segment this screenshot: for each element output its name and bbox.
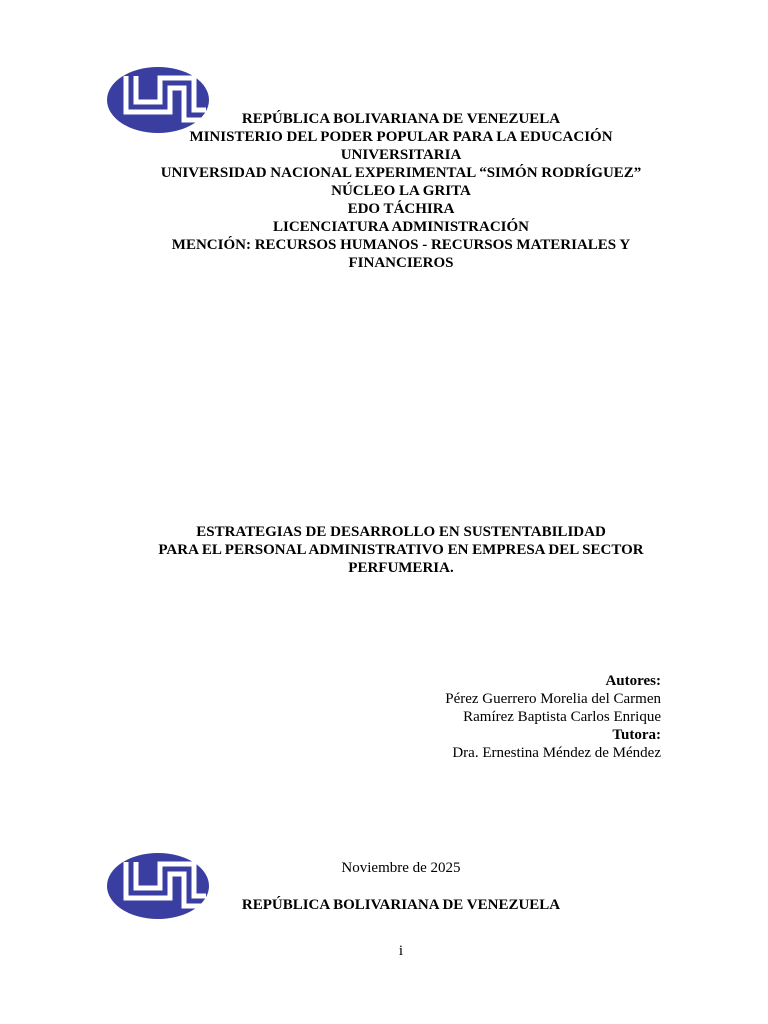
header-line: NÚCLEO LA GRITA xyxy=(331,183,471,199)
header-line: MINISTERIO DEL PODER POPULAR PARA LA EDUCACIÓN xyxy=(189,129,613,145)
title-line: PARA EL PERSONAL ADMINISTRATIVO EN EMPRESA DEL SECTOR xyxy=(158,542,644,558)
title-line: PERFUMERIA. xyxy=(348,560,454,576)
footer-header-line: REPÚBLICA BOLIVARIANA DE VENEZUELA xyxy=(241,897,561,913)
header-line: EDO TÁCHIRA xyxy=(347,201,455,217)
document-date: Noviembre de 2025 xyxy=(341,860,461,876)
authors-section xyxy=(445,672,661,762)
header-line: UNIVERSITARIA xyxy=(340,147,462,163)
header-line: FINANCIEROS xyxy=(348,255,454,271)
tutor-name: Dra. Ernestina Méndez de Méndez xyxy=(452,745,661,761)
header-line: UNIVERSIDAD NACIONAL EXPERIMENTAL “SIMÓN RODRÍGUEZ” xyxy=(160,165,642,181)
page-number: i xyxy=(398,943,404,959)
header-line: REPÚBLICA BOLIVARIANA DE VENEZUELA xyxy=(241,111,561,127)
document-title xyxy=(80,523,722,577)
header-line: LICENCIATURA ADMINISTRACIÓN xyxy=(272,219,529,235)
authors-label: Autores: xyxy=(605,673,661,689)
header-line: MENCIÓN: RECURSOS HUMANOS - RECURSOS MATERIALES Y xyxy=(171,237,631,253)
author-name: Pérez Guerrero Morelia del Carmen xyxy=(445,691,661,707)
title-line: ESTRATEGIAS DE DESARROLLO EN SUSTENTABILIDAD xyxy=(196,524,606,540)
tutor-label: Tutora: xyxy=(612,727,661,743)
author-name: Ramírez Baptista Carlos Enrique xyxy=(463,709,661,725)
institution-header xyxy=(80,110,722,272)
